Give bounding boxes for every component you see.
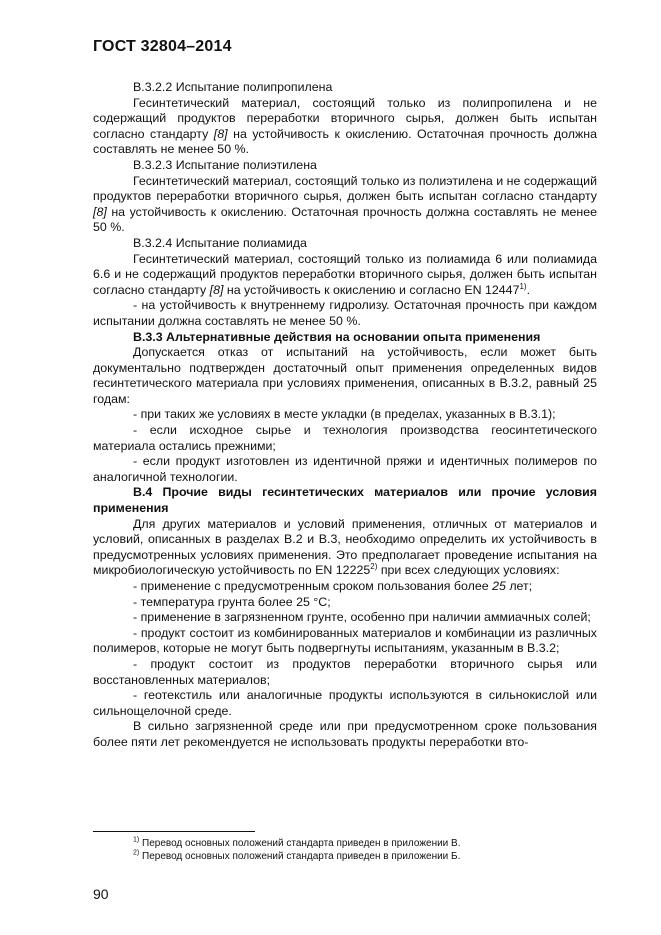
list-item: - при таких же условиях в месте укладки (в пределах, указанных в В.3.1); <box>133 407 556 422</box>
section-heading: В.4 Прочие виды гесинтетических материалов или прочие условия применения <box>93 485 597 516</box>
page-number: 90 <box>93 886 109 902</box>
list-item: - геотекстиль или аналогичные продукты используются в сильнокислой или сильнощелочной среде. <box>93 688 597 718</box>
list-item: - если продукт изготовлен из идентичной пряжи и идентичных полимеров по аналогичной технологии. <box>93 454 597 484</box>
paragraph: Для других материалов и условий применения, отличных от материалов и условий, описанных в разделах В.2 и В.3, необходимо определить их устойчивость в предусмотренных условиях применения. Это предполагает проведение испытания на микробиологическую устойчивость по EN 12225$^{2)}$ при всех следующих условиях: <box>93 516 597 578</box>
paragraph: Допускается отказ от испытаний на устойчивость, если может быть документально подтвержден достаточный опыт применения определенных видов гесинтетического материала при условиях применения, описанных в В.3.2, равный 25 годам: <box>93 345 597 406</box>
footnote: $^{2)}$ Перевод основных положений стандарта приведен в приложении Б. <box>133 849 461 862</box>
paragraph: Гесинтетический материал, состоящий только из полиэтилена и не содержащий продуктов переработки вторичного сырья, должен быть испытан согласно стандарту [8] на устойчивость к окислению. Остаточная прочность должна составлять не менее 50 %. <box>93 173 597 235</box>
document-header: ГОСТ 32804–2014 <box>93 38 232 55</box>
section-heading: В.3.2.4 Испытание полиамида <box>133 235 307 250</box>
list-item: - продукт состоит из продуктов переработки вторичного сырья или восстановленных материалов; <box>93 656 597 687</box>
footnote-separator <box>93 831 255 832</box>
footnote: $^{1)}$ Перевод основных положений стандарта приведен в приложении В. <box>133 836 461 849</box>
paragraph: Гесинтетический материал, состоящий только из полиамида 6 или полиамида 6.6 и не содержащий продуктов переработки вторичного сырья, должен быть испытан согласно стандарту [8] на устойчивость к окислению и согласно EN 12447$^{1)}$. <box>93 251 597 297</box>
document-body <box>93 80 597 751</box>
footnote-ref: 2) <box>370 562 378 572</box>
reference: [8] <box>93 204 107 219</box>
reference: [8] <box>209 282 224 297</box>
section-heading: В.3.3 Альтернативные действия на основании опыта применения <box>133 329 541 344</box>
reference: [8] <box>213 126 228 141</box>
list-item: - на устойчивость к внутреннему гидролизу. Остаточная прочность при каждом испытании должна составлять не менее 50 %. <box>93 298 597 328</box>
paragraph: В сильно загрязненной среде или при предусмотренном сроке пользования более пяти лет рекомендуется не использовать продукты переработки вто- <box>93 719 597 749</box>
paragraph: Гесинтетический материал, состоящий только из полипропилена и не содержащий продуктов переработки вторичного сырья, должен быть испытан согласно стандарту [8] на устойчивость к окислению. Остаточная прочность должна составлять не менее 50 %. <box>93 95 597 157</box>
list-item: - применение в загрязненном грунте, особенно при наличии аммиачных солей; <box>133 610 591 625</box>
footnote-ref: 1) <box>519 281 527 291</box>
list-item: - температура грунта более 25 °С; <box>133 594 331 609</box>
list-item: - если исходное сырье и технология производства геосинтетического материала остались прежними; <box>93 423 597 453</box>
list-item: - продукт состоит из комбинированных материалов и комбинации из различных полимеров, которые не могут быть подвергнуты испытаниям, указанным в В.3.2; <box>93 625 597 656</box>
section-heading: В.3.2.2 Испытание полипропилена <box>133 80 333 94</box>
section-heading: В.3.2.3 Испытание полиэтилена <box>133 157 317 172</box>
list-item: - применение с предусмотренным сроком пользования более 25 лет; <box>133 579 533 593</box>
